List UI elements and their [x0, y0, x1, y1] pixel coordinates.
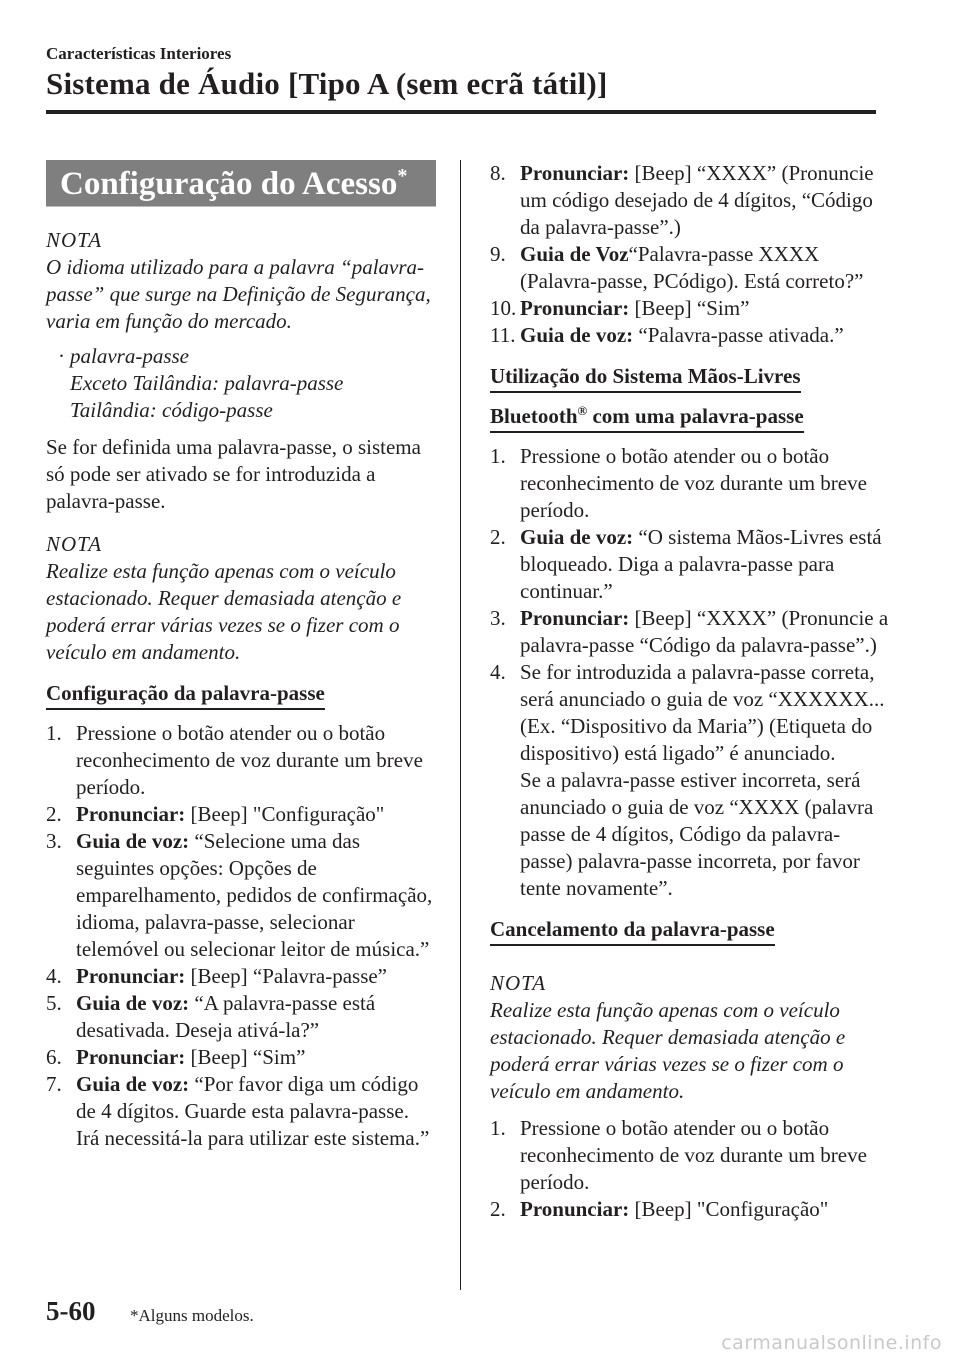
step-number: 5.	[46, 991, 62, 1015]
list-item	[490, 1115, 890, 1196]
step-number: 4.	[490, 660, 506, 684]
bullet-line: Tailândia: código-passe	[70, 398, 273, 422]
step-number: 2.	[490, 525, 506, 549]
list-item	[46, 990, 436, 1044]
step-number: 3.	[490, 606, 506, 630]
step-text: [Beep] "Configuração"	[185, 802, 385, 826]
left-column	[46, 160, 436, 1152]
step-text: Pressione o botão atender ou o botão reconhecimento de voz durante um breve período.	[76, 721, 423, 799]
step-text: [Beep] "Configuração"	[629, 1197, 829, 1221]
step-keyword: Pronunciar:	[76, 1045, 186, 1069]
bullet-line: Exceto Tailândia: palavra-passe	[70, 371, 344, 395]
subsection-title: Configuração da palavra-passe	[46, 680, 325, 710]
body-paragraph: Se for definida uma palavra-passe, o sistema só pode ser ativado se for introduzida a palavra-passe.	[46, 435, 421, 513]
step-text: “Por favor diga um código de 4 dígitos. Guarde esta palavra-passe. Irá necessitá-la para utilizar este sistema.”	[76, 1072, 430, 1150]
subsection-title	[490, 397, 804, 433]
subsection-title: Utilização do Sistema Mãos-Livres	[490, 363, 801, 393]
step-text: Pressione o botão atender ou o botão reconhecimento de voz durante um breve período.	[520, 444, 867, 522]
step-keyword: Pronunciar:	[520, 161, 630, 185]
step-number: 8.	[490, 161, 506, 185]
step-text: [Beep] “Sim”	[185, 1045, 306, 1069]
step-text: Pressione o botão atender ou o botão reconhecimento de voz durante um breve período.	[520, 1116, 867, 1194]
step-text: “Selecione uma das seguintes opções: Opções de emparelhamento, pedidos de confirmação, idioma, palavra-passe, selecionar telemóvel ou selecionar leitor de música.”	[76, 829, 433, 961]
step-text: Se for introduzida a palavra-passe correta, será anunciado o guia de voz “XXXXXX... (Ex. “Dispositivo da Maria”) (Etiqueta do dispositivo) está ligado” é anunciado.	[520, 660, 885, 765]
step-number: 4.	[46, 964, 62, 988]
registered-mark: ®	[577, 403, 588, 418]
step-text: [Beep] “Palavra-passe”	[185, 964, 388, 988]
page-title: Sistema de Áudio [Tipo A (sem ecrã tátil)]	[46, 66, 608, 101]
list-item	[490, 322, 890, 349]
subsection-title: Cancelamento da palavra-passe	[490, 916, 775, 946]
steps-list	[46, 720, 436, 1152]
column-divider	[460, 160, 461, 1290]
page-number: 5-60	[46, 1296, 96, 1326]
list-item	[490, 295, 890, 322]
steps-list	[490, 1115, 890, 1223]
list-item	[490, 160, 890, 241]
step-keyword: Guia de Voz	[520, 242, 629, 266]
section-banner	[46, 160, 436, 207]
list-item	[46, 963, 436, 990]
step-keyword: Guia de voz:	[76, 991, 190, 1015]
header-rule	[46, 110, 876, 114]
step-text: “Palavra-passe ativada.”	[633, 323, 844, 347]
step-number: 7.	[46, 1072, 62, 1096]
subsection-title-text: Bluetooth	[490, 404, 578, 428]
step-keyword: Pronunciar:	[520, 1197, 630, 1221]
step-text: [Beep] “Sim”	[629, 296, 750, 320]
step-extra-text: Se a palavra-passe estiver incorreta, será anunciado o guia de voz “XXXX (palavra passe de 4 dígitos, Código da palavra-passe) palavra-passe incorreta, por favor tente novamente”.	[520, 768, 874, 900]
list-item	[46, 1071, 436, 1152]
right-column	[490, 160, 890, 1223]
step-number: 10.	[490, 296, 517, 320]
step-keyword: Guia de voz:	[76, 1072, 190, 1096]
step-number: 6.	[46, 1045, 62, 1069]
step-number: 1.	[46, 721, 62, 745]
nota-text: Realize esta função apenas com o veículo estacionado. Requer demasiada atenção e poderá errar várias vezes se o fizer com o veículo em andamento.	[46, 559, 402, 664]
step-text: “A palavra-passe está desativada. Deseja ativá-la?”	[76, 991, 376, 1042]
bullet-line: palavra-passe	[70, 344, 189, 368]
bullet-dot: ·	[58, 344, 65, 368]
nota-label: NOTA	[490, 971, 547, 995]
watermark: carmanualsonline.info	[721, 1332, 942, 1354]
step-number: 11.	[490, 323, 516, 347]
nota-label: NOTA	[46, 228, 103, 252]
list-item	[490, 1196, 890, 1223]
step-text: [Beep] “XXXX” (Pronuncie um código desejado de 4 dígitos, “Código da palavra-passe”.)	[520, 161, 874, 239]
footnote: *Alguns modelos.	[130, 1306, 254, 1325]
step-number: 2.	[46, 802, 62, 826]
list-item	[46, 1044, 436, 1071]
step-keyword: Pronunciar:	[76, 964, 186, 988]
bullet-item	[46, 343, 436, 424]
step-number: 2.	[490, 1197, 506, 1221]
section-label: Características Interiores	[46, 44, 232, 63]
step-keyword: Pronunciar:	[520, 606, 630, 630]
steps-list	[490, 443, 890, 902]
step-text: “O sistema Mãos-Livres está bloqueado. Diga a palavra-passe para continuar.”	[520, 525, 882, 603]
list-item	[490, 659, 890, 902]
step-text: “Palavra-passe XXXX (Palavra-passe, PCódigo). Está correto?”	[520, 242, 864, 293]
steps-list	[490, 160, 890, 349]
banner-title: Configuração do Acesso	[60, 166, 398, 202]
list-item	[46, 828, 436, 963]
list-item	[490, 605, 890, 659]
step-number: 9.	[490, 242, 506, 266]
step-number: 1.	[490, 444, 506, 468]
step-keyword: Pronunciar:	[520, 296, 630, 320]
nota-label: NOTA	[46, 532, 103, 556]
subsection-title-text: com uma palavra-passe	[587, 404, 804, 428]
step-number: 1.	[490, 1116, 506, 1140]
list-item	[490, 443, 890, 524]
step-keyword: Guia de voz:	[520, 525, 634, 549]
list-item	[490, 241, 890, 295]
banner-asterisk: *	[397, 165, 408, 187]
nota-text: O idioma utilizado para a palavra “palavra-passe” que surge na Definição de Segurança, varia em função do mercado.	[46, 255, 431, 333]
step-keyword: Pronunciar:	[76, 802, 186, 826]
list-item	[46, 801, 436, 828]
step-keyword: Guia de voz:	[76, 829, 190, 853]
list-item	[490, 524, 890, 605]
list-item	[46, 720, 436, 801]
step-number: 3.	[46, 829, 62, 853]
step-keyword: Guia de voz:	[520, 323, 634, 347]
step-text: [Beep] “XXXX” (Pronuncie a palavra-passe “Código da palavra-passe”.)	[520, 606, 889, 657]
nota-text: Realize esta função apenas com o veículo estacionado. Requer demasiada atenção e poderá errar várias vezes se o fizer com o veículo em andamento.	[490, 998, 846, 1103]
